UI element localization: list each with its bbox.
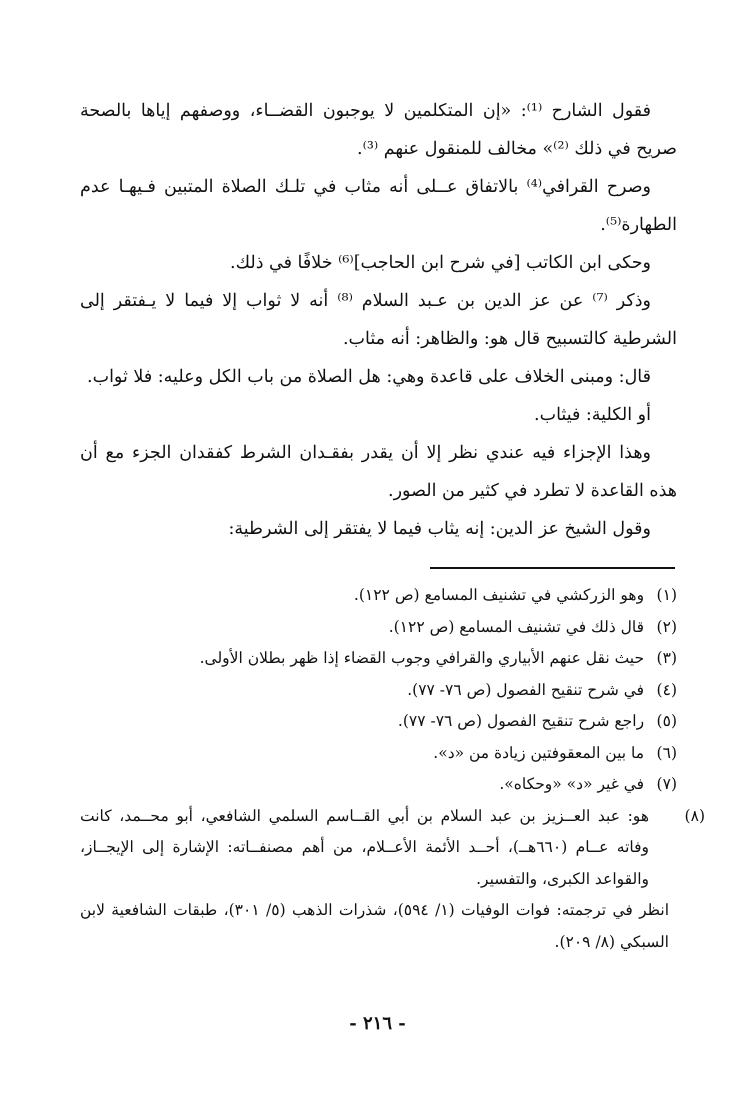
footnote-text: قال ذلك في تشنيف المسامع (ص ١٢٢). — [388, 617, 645, 636]
footnote-number: (٦) — [656, 743, 677, 762]
footnote-separator — [430, 567, 675, 569]
footnote-text: راجع شرح تنقيح الفصول (ص ٧٦- ٧٧). — [397, 712, 645, 730]
paragraph-8: وقول الشيخ عز الدين: إنه يثاب فيما لا يفتقر إلى الشرطية: — [228, 519, 651, 539]
footnote-number: (٢) — [656, 617, 677, 636]
footnote-8-source: انظر في ترجمته: فوات الوفيات (١/ ٥٩٤)، شذرات الذهب (٥/ ٣٠١)، طبقات الشافعية لابن السبكي (٨/ ٢٠٩). — [80, 901, 670, 951]
page-number: - ٢١٦ - — [349, 1013, 406, 1034]
main-text — [80, 92, 677, 548]
paragraph-2: وصرح القرافي⁽⁴⁾ بالاتفاق عــلى أنه مثاب في تلـك الصلاة المتبين فـيهـا عدم الطهارة⁽⁵⁾. — [80, 177, 677, 235]
footnote-text: في غير «د» «وحكاه». — [499, 775, 645, 793]
footnote-number: (٨) — [684, 806, 705, 825]
paragraph-1: فقول الشارح ⁽¹⁾: «إن المتكلمين لا يوجبون القضــاء، ووصفهم إياها بالصحة صريح في ذلك ⁽²⁾» مخالف للمنقول عنهم ⁽³⁾. — [80, 101, 677, 159]
footnote-number: (١) — [656, 586, 677, 604]
footnote-text: ما بين المعقوفتين زيادة من «د». — [433, 743, 645, 762]
footnotes — [80, 580, 705, 958]
footnote-text: وهو الزركشي في تشنيف المسامع (ص ١٢٢). — [353, 586, 645, 604]
footnote-number: (٤) — [656, 680, 677, 699]
paragraph-3: وحكى ابن الكاتب [في شرح ابن الحاجب]⁽⁶⁾ خلافًا في ذلك. — [230, 253, 651, 273]
footnote-8 — [80, 801, 705, 896]
footnote-number: (٧) — [656, 775, 677, 793]
paragraph-5: قال: ومبنى الخلاف على قاعدة وهي: هل الصلاة من باب الكل وعليه: فلا ثواب. — [87, 367, 651, 387]
paragraph-7: وهذا الإجزاء فيه عندي نظر إلا أن يقدر بفقـدان الشرط كفقدان الجزء مع أن هذه القاعدة لا تطرد في كثير من الصور. — [80, 443, 677, 501]
footnote-4 — [80, 675, 677, 707]
footnote-3 — [80, 643, 677, 675]
footnote-text: حيث نقل عنهم الأبياري والقرافي وجوب القضاء إذا ظهر بطلان الأولى. — [199, 649, 645, 667]
footnote-2 — [80, 612, 677, 644]
footnote-7 — [80, 769, 677, 801]
paragraph-4: وذكر ⁽⁷⁾ عن عز الدين بن عـبد السلام ⁽⁸⁾ أنه لا ثواب إلا فيما لا يـفتقر إلى الشرطية كالتسبيح قال هو: والظاهر: أنه مثاب. — [80, 291, 677, 349]
footnote-6 — [80, 738, 677, 770]
footnote-number: (٥) — [656, 712, 677, 730]
footnote-1 — [80, 580, 677, 612]
footnote-number: (٣) — [656, 649, 677, 667]
footnote-text: هو: عبد العــزيز بن عبد السلام بن أبي القــاسم السلمي الشافعي، أبو محــمد، كانت وفاته عــام (٦٦٠هــ)، أحــد الأئمة الأعــلام، من أهم مصنفــاته: الإشارة إلى الإيجــاز، والقواعد الكبرى، والتفسير. — [80, 806, 649, 888]
footnote-5 — [80, 706, 677, 738]
paragraph-6: أو الكلية: فيثاب. — [534, 405, 651, 425]
footnote-text: في شرح تنقيح الفصول (ص ٧٦- ٧٧). — [407, 680, 645, 699]
